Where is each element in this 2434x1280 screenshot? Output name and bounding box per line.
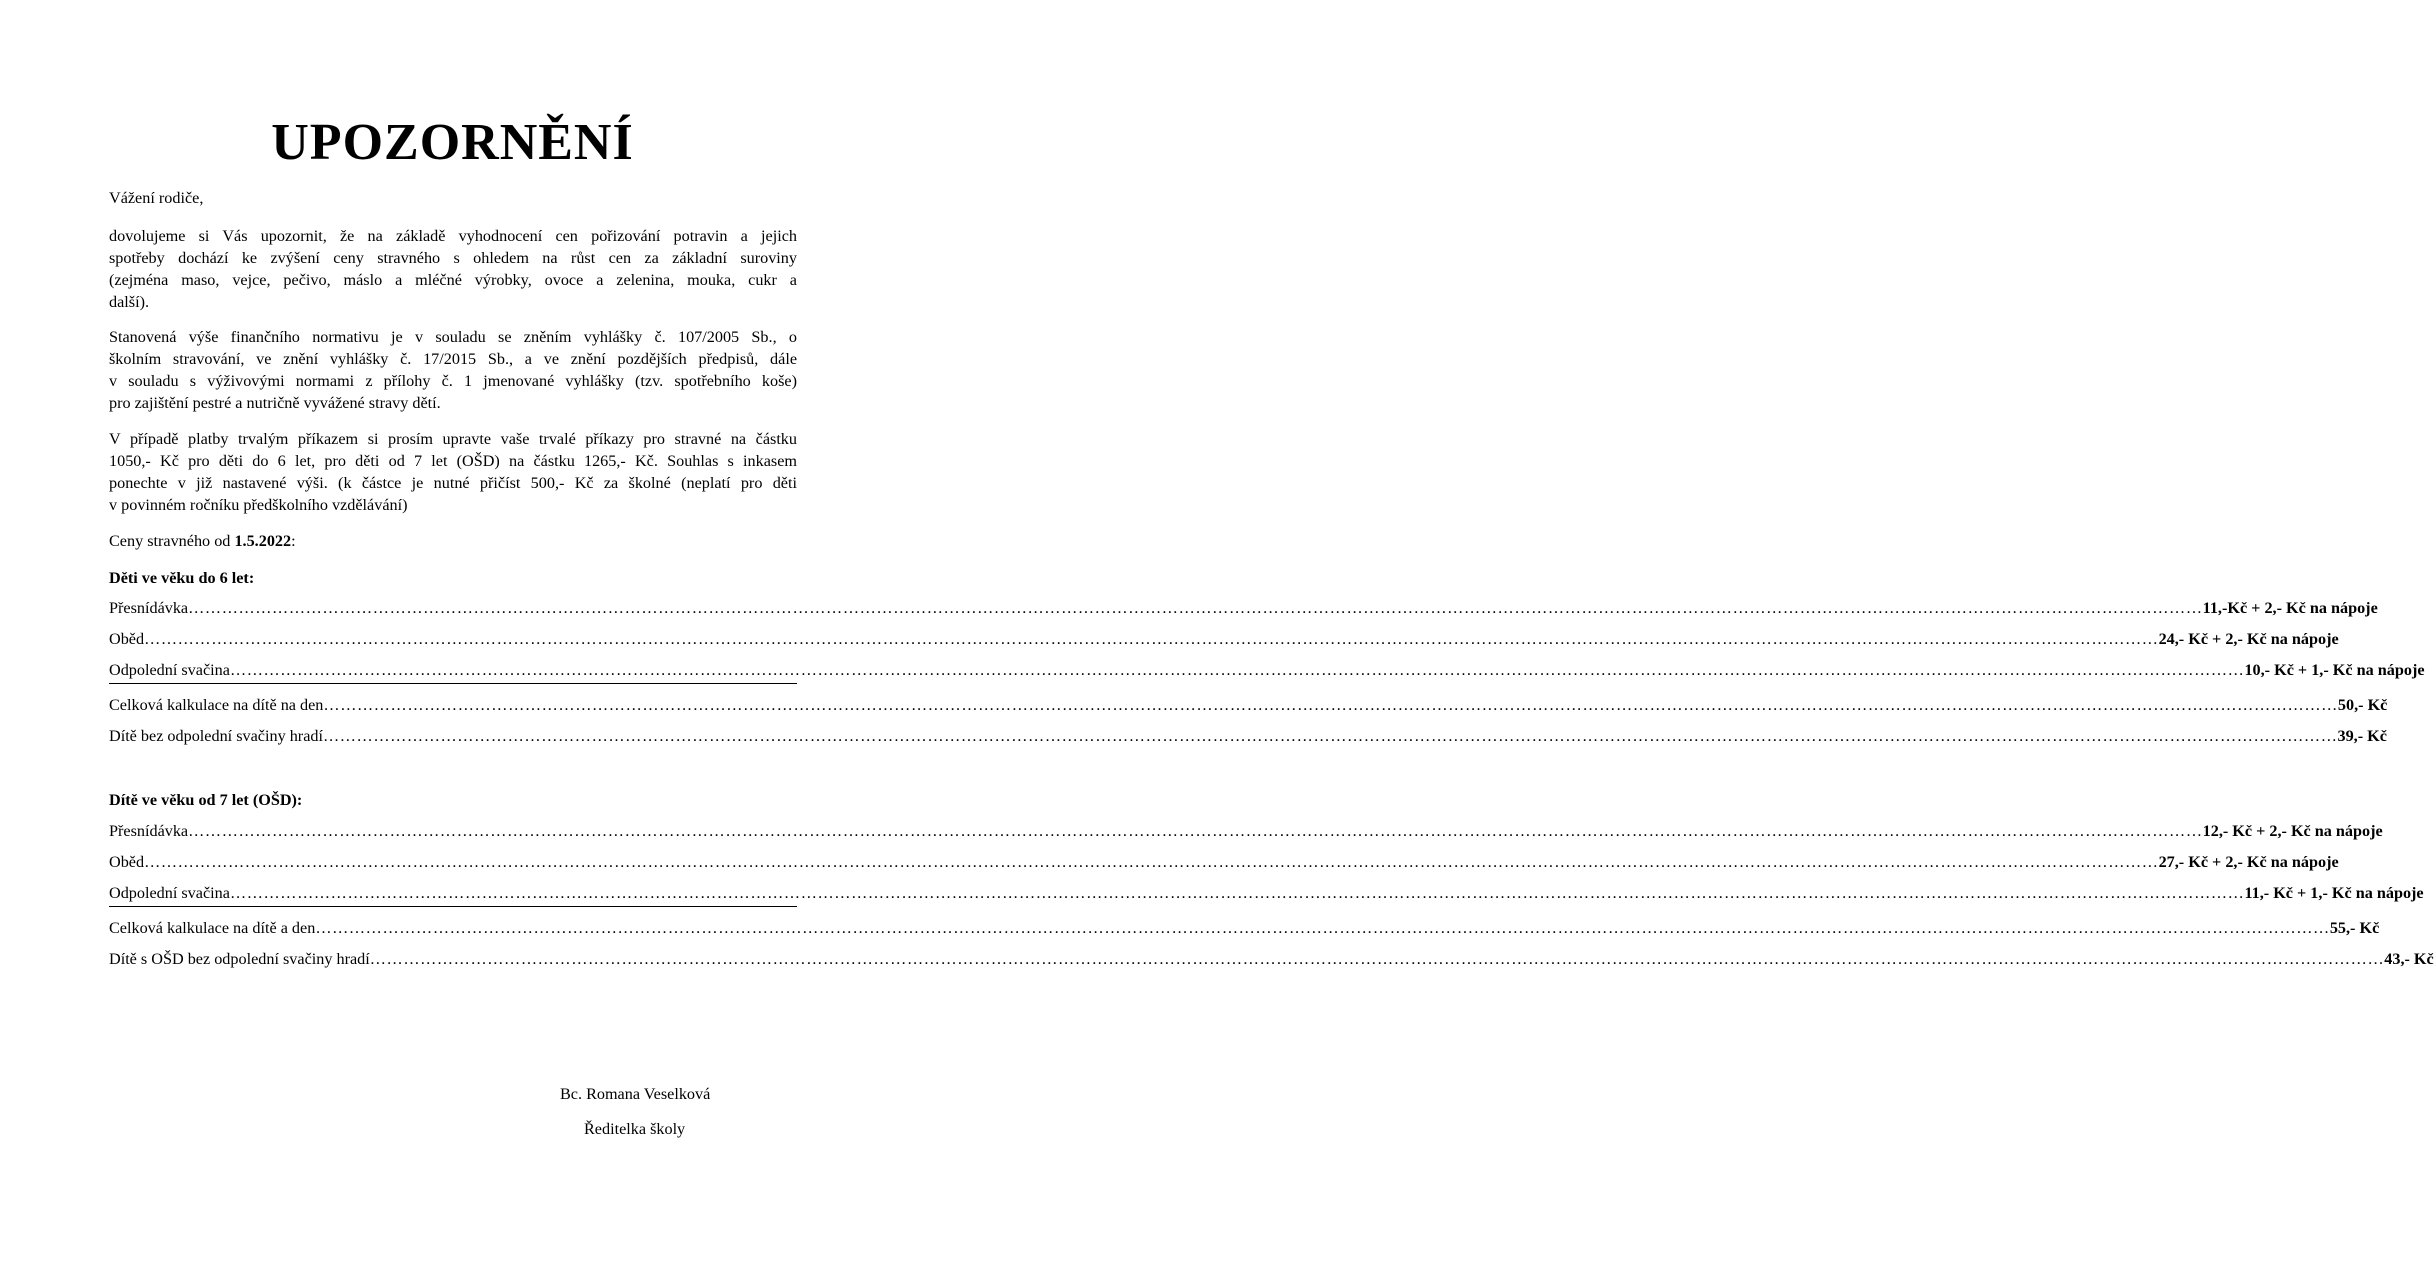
paragraph-price-increase xyxy=(109,225,797,313)
price-row-value: 11,- Kč + 1,- Kč na nápoje xyxy=(2244,884,2424,902)
paragraph-line: v souladu s výživovými normami z přílohy č. 1 jmenované vyhlášky (tzv. spotřebního koše) xyxy=(109,372,797,390)
leader-dots: ……………………………………………………………………………………………………………………………………………………………………………………………………………………………………………………………………………………………………………………………… xyxy=(369,950,2385,968)
price-row-label: Odpolední svačina xyxy=(109,661,230,679)
price-row-label: Přesnídávka xyxy=(109,599,189,617)
price-row xyxy=(109,659,2425,684)
paragraph-line: pro zajištění pestré a nutričně vyvážené stravy dětí. xyxy=(109,394,441,412)
price-row-value: 10,- Kč + 1,- Kč na nápoje xyxy=(2244,661,2425,679)
price-row xyxy=(109,882,2424,907)
paragraph-line: v povinném ročníku předškolního vzdělávání) xyxy=(109,496,408,514)
salutation: Vážení rodiče, xyxy=(109,189,204,207)
price-row xyxy=(109,851,2339,873)
price-row-value: 24,- Kč + 2,- Kč na nápoje xyxy=(2158,630,2339,648)
total-row xyxy=(109,725,2387,747)
leader-dots: ……………………………………………………………………………………………………………………………………………………………………………………………………………………………………………………………………………………………………………………………… xyxy=(188,822,2203,840)
signature-role: Ředitelka školy xyxy=(584,1120,686,1138)
paragraph-line: V případě platby trvalým příkazem si prosím upravte vaše trvalé příkazy pro stravné na částku xyxy=(109,430,797,448)
prices-intro xyxy=(109,530,797,552)
leader-dots: ……………………………………………………………………………………………………………………………………………………………………………………………………………………………………………………………………………………………………………………………… xyxy=(229,884,2245,902)
leader-dots: ……………………………………………………………………………………………………………………………………………………………………………………………………………………………………………………………………………………………………………………………… xyxy=(229,661,2245,679)
paragraph-line: školním stravování, ve znění vyhlášky č. 17/2015 Sb., a ve znění pozdějších předpisů, dále xyxy=(109,350,797,368)
paragraph-line: (zejména maso, vejce, pečivo, máslo a mléčné výrobky, ovoce a zelenina, mouka, cukr a xyxy=(109,271,797,289)
group1-heading: Děti ve věku do 6 let: xyxy=(109,569,255,587)
paragraph-line: Stanovená výše finančního normativu je v souladu se zněním vyhlášky č. 107/2005 Sb., o xyxy=(109,328,797,346)
leader-dots: ……………………………………………………………………………………………………………………………………………………………………………………………………………………………………………………………………………………………………………………………… xyxy=(144,630,2159,648)
price-row-value: 50,- Kč xyxy=(2337,696,2388,714)
total-row xyxy=(109,694,2388,716)
price-row xyxy=(109,597,2378,619)
paragraph-line: další). xyxy=(109,293,150,311)
price-row-label: Odpolední svačina xyxy=(109,884,230,902)
price-row xyxy=(109,820,2383,842)
paragraph-line: ponechte v již nastavené výši. (k částce je nutné přičíst 500,- Kč za školné (neplatí pro děti xyxy=(109,474,797,492)
leader-dots: ……………………………………………………………………………………………………………………………………………………………………………………………………………………………………………………………………………………………………………………………… xyxy=(323,696,2338,714)
prices-intro-text: Ceny stravného od xyxy=(109,532,235,550)
prices-intro-date: 1.5.2022 xyxy=(234,532,292,550)
prices-intro-suffix: : xyxy=(291,532,296,550)
price-row-label: Dítě bez odpolední svačiny hradí xyxy=(109,727,323,745)
price-row-value: 39,- Kč xyxy=(2337,727,2387,745)
price-row-label: Oběd xyxy=(109,853,145,871)
price-row-value: 43,- Kč xyxy=(2384,950,2434,968)
price-row-label: Oběd xyxy=(109,630,145,648)
price-row-label: Dítě s OŠD bez odpolední svačiny hradí xyxy=(109,950,370,968)
paragraph-line: 1050,- Kč pro děti do 6 let, pro děti od 7 let (OŠD) na částku 1265,- Kč. Souhlas s inkasem xyxy=(109,452,797,470)
total-row xyxy=(109,948,2434,970)
leader-dots: ……………………………………………………………………………………………………………………………………………………………………………………………………………………………………………………………………………………………………………………………… xyxy=(322,727,2338,745)
paragraph-standing-order xyxy=(109,428,797,516)
group2-heading: Dítě ve věku od 7 let (OŠD): xyxy=(109,791,303,809)
leader-dots: ……………………………………………………………………………………………………………………………………………………………………………………………………………………………………………………………………………………………………………………………… xyxy=(188,599,2203,617)
leader-dots: ……………………………………………………………………………………………………………………………………………………………………………………………………………………………………………………………………………………………………………………………… xyxy=(144,853,2159,871)
page-title: UPOZORNĚNÍ xyxy=(271,114,634,171)
signature-name: Bc. Romana Veselková xyxy=(560,1085,711,1103)
leader-dots: ……………………………………………………………………………………………………………………………………………………………………………………………………………………………………………………………………………………………………………………………… xyxy=(315,919,2330,937)
paragraph-line: dovolujeme si Vás upozornit, že na základě vyhodnocení cen pořizování potravin a jejich xyxy=(109,227,797,245)
price-row-label: Celková kalkulace na dítě a den xyxy=(109,919,316,937)
price-row-value: 55,- Kč xyxy=(2329,919,2380,937)
price-row-value: 12,- Kč + 2,- Kč na nápoje xyxy=(2202,822,2383,840)
price-row xyxy=(109,628,2339,650)
paragraph-line: spotřeby dochází ke zvýšení ceny stravného s ohledem na růst cen za základní suroviny xyxy=(109,249,797,267)
price-row-label: Celková kalkulace na dítě na den xyxy=(109,696,324,714)
total-row xyxy=(109,917,2380,939)
price-row-value: 27,- Kč + 2,- Kč na nápoje xyxy=(2158,853,2339,871)
price-row-value: 11,-Kč + 2,- Kč na nápoje xyxy=(2202,599,2378,617)
paragraph-legislation xyxy=(109,326,797,414)
price-row-label: Přesnídávka xyxy=(109,822,189,840)
